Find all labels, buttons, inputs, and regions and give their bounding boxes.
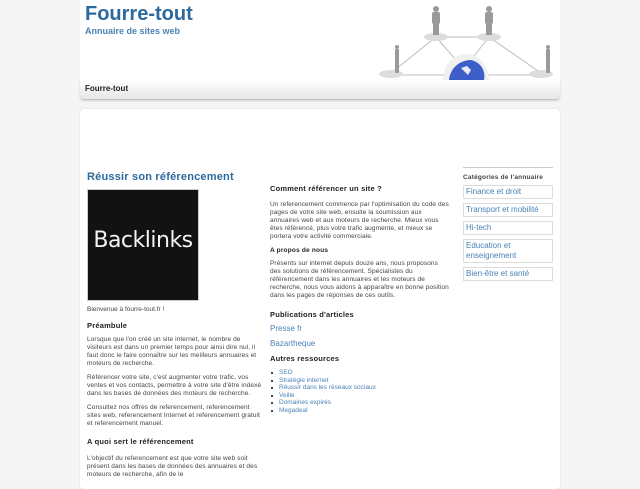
category-link[interactable]: Education et enseignement bbox=[463, 239, 553, 263]
sidebar-title: Catégories de l'annuaire bbox=[463, 174, 544, 181]
resource-link[interactable]: Stratégie internet bbox=[279, 376, 329, 384]
paragraph: Un referencement commence par l'optimisation du code des pages de votre site web, ensuite la soumission aux annuaires web et aux moteurs de recherche. Mieux vous êtes référencé, plus votre trafic augmente, et mieux se portera votre activité commerciale. bbox=[270, 201, 449, 240]
main-column bbox=[87, 171, 263, 485]
page-title: Réussir son référencement bbox=[87, 171, 234, 183]
category-link[interactable]: Hi-tech bbox=[463, 221, 553, 235]
resource-link[interactable]: SEO bbox=[279, 369, 293, 376]
category-link[interactable]: Transport et mobilité bbox=[463, 203, 553, 217]
section-heading: Préambule bbox=[87, 321, 128, 330]
publications-heading: Publications d'articles bbox=[270, 310, 354, 319]
list-item bbox=[279, 369, 450, 377]
resources-list bbox=[270, 369, 450, 414]
content-panel bbox=[80, 109, 560, 489]
site-title[interactable]: Fourre-tout bbox=[85, 3, 193, 25]
resource-link[interactable]: Veille bbox=[279, 391, 295, 399]
nav-bar bbox=[80, 80, 560, 100]
site-subtitle: Annuaire de sites web bbox=[85, 26, 181, 36]
paragraph: Présents sur internet depuis douze ans, nous proposons des solutions de référencement. Spécialistes du référencement dans les annuaires et les moteurs de recherche, nous vous aidons à apparaître en bonne position dans les pages de réponses de ces outils. bbox=[270, 260, 449, 299]
welcome-caption: Bienvenue à fourre-tout.fr ! bbox=[87, 306, 165, 313]
backlinks-image bbox=[87, 189, 199, 301]
people-network-globe-icon bbox=[376, 0, 560, 80]
resources-heading: Autres ressources bbox=[270, 354, 340, 363]
paragraph: L'objectif du referencement est que votre site web soit présent dans les bases de données des annuaires et des moteurs de recherche, afin de le bbox=[87, 455, 258, 478]
section-heading: Comment référencer un site ? bbox=[270, 184, 382, 193]
list-item bbox=[279, 399, 450, 407]
divider bbox=[463, 167, 553, 168]
list-item bbox=[279, 407, 450, 415]
category-link[interactable]: Finance et droit bbox=[463, 185, 553, 199]
backlinks-image-text: Backlinks bbox=[93, 228, 193, 253]
paragraph: Lorsque que l'on créé un site internet, le nombre de visiteurs est dans un premier temps pour ainsi dire nul, il faut donc le faire connaître sur les meilleurs annuaires et moteurs de recherche. bbox=[87, 336, 257, 367]
list-item bbox=[279, 384, 450, 392]
sidebar bbox=[463, 167, 553, 285]
list-item bbox=[279, 392, 450, 400]
publication-link[interactable]: Presse fr bbox=[270, 324, 303, 333]
middle-column bbox=[270, 184, 450, 414]
resource-link[interactable]: Megadeal bbox=[279, 406, 308, 414]
publication-link[interactable]: Bazartheque bbox=[270, 339, 316, 348]
category-link[interactable]: Bien-être et santé bbox=[463, 267, 553, 281]
list-item bbox=[279, 377, 450, 385]
section-heading: A quoi sert le référencement bbox=[87, 437, 194, 446]
resource-link[interactable]: Domaines expirés bbox=[279, 399, 332, 406]
resource-link[interactable]: Réussir dans les réseaux sociaux bbox=[279, 384, 376, 391]
paragraph: Consultez nos offres de referencement, referencement sites web, referencement Internet et referencement gratuit et referencement manuel. bbox=[87, 404, 261, 427]
site-header bbox=[80, 0, 560, 80]
paragraph: Référencer votre site, c'est augmenter votre trafic, vos ventes et vos contacts, permettre à votre site d'être indexé dans les bases de données des moteurs de recherche. bbox=[87, 374, 262, 397]
nav-item-fourre-tout[interactable]: Fourre-tout bbox=[85, 84, 129, 93]
section-heading: A propos de nous bbox=[270, 247, 329, 254]
